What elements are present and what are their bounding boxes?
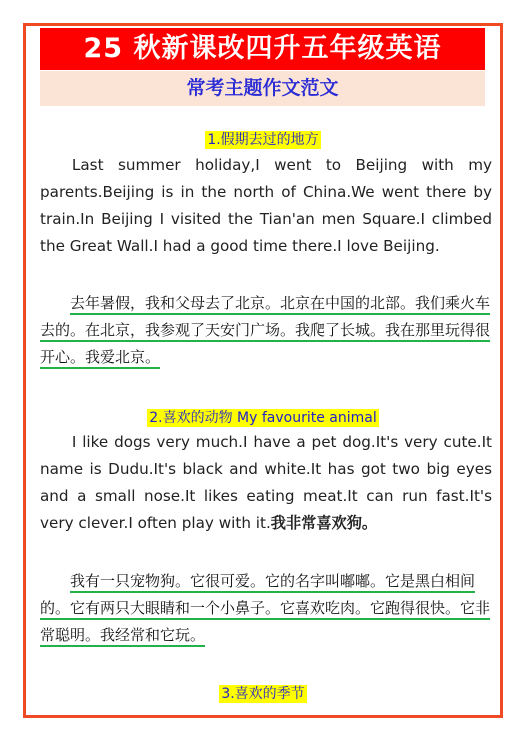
essay-chinese-1: 去年暑假，我和父母去了北京。北京在中国的北部。我们乘火车去的。在北京，我参观了天安门广场。我爬了长城。我在那里玩得很开心。我爱北京。 bbox=[40, 294, 491, 366]
essay-english-2: I like dogs very much.I have a pet dog.It's very cute.It name is Dudu.It's black and white.It has got two big eyes and a small nose.It likes eating meat.It can run fast.It's very clever.I often play with it.我非常喜欢狗。 bbox=[40, 433, 492, 532]
page-title: 25 秋新课改四升五年级英语 bbox=[40, 28, 485, 70]
essay-chinese-2: 我有一只宠物狗。它很可爱。它的名字叫嘟嘟。它是黑白相间的。它有两只大眼睛和一个小鼻子。它喜欢吃肉。它跑得很快。它非常聪明。我经常和它玩。 bbox=[40, 572, 491, 644]
section-heading-3: 3.喜欢的季节 bbox=[221, 686, 305, 702]
section-heading-1: 1.假期去过的地方 bbox=[207, 132, 319, 148]
section-heading-2: 2.喜欢的动物 My favourite animal bbox=[149, 410, 377, 426]
essay-english-2-zh-tail: 我非常喜欢狗。 bbox=[270, 514, 378, 532]
page-subtitle: 常考主题作文范文 bbox=[40, 71, 485, 106]
essay-english-1: Last summer holiday,I went to Beijing with my parents.Beijing is in the north of China.We went there by train.In Beijing I visited the Tian'an men Square.I climbed the Great Wall.I had a good time there.I love Beijing. bbox=[40, 156, 492, 255]
document-frame bbox=[23, 23, 503, 718]
